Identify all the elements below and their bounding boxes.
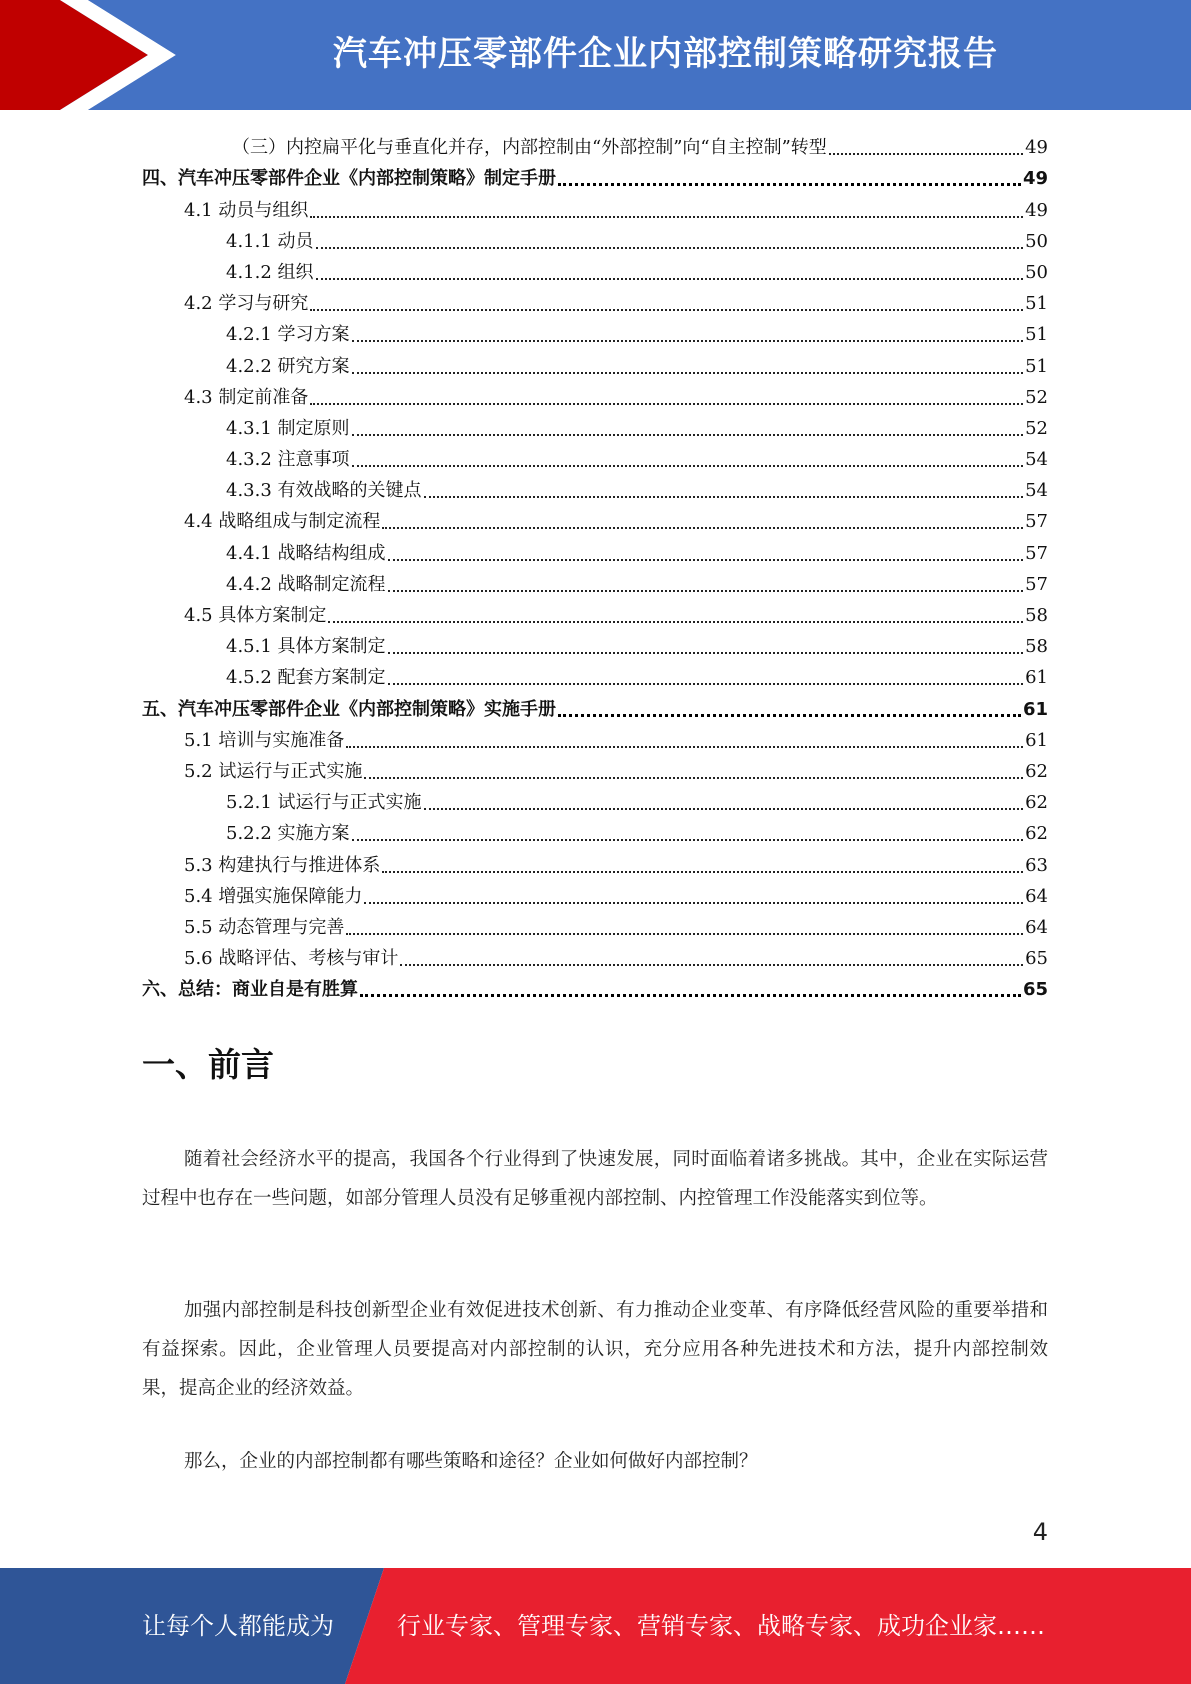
toc-dot-leader (310, 303, 1023, 311)
toc-page-number: 54 (1025, 480, 1048, 502)
footer-slogan-right: 行业专家、管理专家、营销专家、战略专家、成功企业家…… (397, 1612, 1045, 1640)
toc-dot-leader (328, 615, 1023, 623)
toc-entry-title: 5.2 试运行与正式实施 (184, 760, 363, 782)
toc-entry-title: （三）内控扁平化与垂直化并存，内部控制由“外部控制”向“自主控制”转型 (232, 137, 827, 159)
toc-dot-leader (558, 708, 1021, 717)
report-title: 汽车冲压零部件企业内部控制策略研究报告 (333, 34, 998, 74)
toc-entry-title: 4.2.1 学习方案 (226, 324, 350, 346)
toc-dot-leader (352, 366, 1024, 374)
toc-entry[interactable] (142, 284, 1048, 315)
toc-entry-title: 4.1.1 动员 (226, 230, 314, 252)
toc-entry[interactable] (142, 315, 1048, 346)
toc-entry[interactable] (142, 970, 1048, 1001)
toc-entry[interactable] (142, 346, 1048, 377)
toc-page-number: 49 (1022, 168, 1048, 190)
toc-entry-title: 4.4.1 战略结构组成 (226, 542, 386, 564)
toc-entry-title: 5.2.2 实施方案 (226, 823, 350, 845)
toc-page-number: 54 (1025, 449, 1048, 471)
toc-entry[interactable] (142, 627, 1048, 658)
toc-entry[interactable] (142, 939, 1048, 970)
toc-entry-title: 4.4.2 战略制定流程 (226, 573, 386, 595)
toc-dot-leader (310, 210, 1023, 218)
section-heading: 一、前言 (142, 1045, 274, 1084)
toc-dot-leader (388, 646, 1024, 654)
toc-page-number: 58 (1025, 636, 1048, 658)
toc-entry-title: 5.2.1 试运行与正式实施 (226, 792, 422, 814)
toc-dot-leader (364, 896, 1023, 904)
toc-entry-title: 4.3.1 制定原则 (226, 417, 350, 439)
toc-entry-title: 4.1.2 组织 (226, 261, 314, 283)
toc-entry[interactable] (142, 471, 1048, 502)
toc-page-number: 57 (1025, 542, 1048, 564)
toc-entry-title: 4.2 学习与研究 (184, 293, 309, 315)
toc-dot-leader (382, 521, 1023, 529)
toc-entry[interactable] (142, 565, 1048, 596)
toc-entry[interactable] (142, 159, 1048, 190)
toc-dot-leader (829, 147, 1023, 155)
toc-page-number: 65 (1025, 948, 1048, 970)
paragraph-1: 随着社会经济水平的提高，我国各个行业得到了快速发展，同时面临着诸多挑战。其中，企业在实际运营过程中也存在一些问题，如部分管理人员没有足够重视内部控制、内控管理工作没能落实到位等。 (142, 1149, 1048, 1209)
toc-dot-leader (352, 428, 1024, 436)
toc-page-number: 52 (1025, 386, 1048, 408)
toc-dot-leader (424, 490, 1024, 498)
toc-entry[interactable] (142, 721, 1048, 752)
toc-dot-leader (352, 334, 1024, 342)
toc-page-number: 64 (1025, 916, 1048, 938)
toc-entry[interactable] (142, 440, 1048, 471)
toc-page-number: 62 (1025, 823, 1048, 845)
toc-entry[interactable] (142, 689, 1048, 720)
toc-entry[interactable] (142, 222, 1048, 253)
toc-page-number: 64 (1025, 885, 1048, 907)
toc-page-number: 61 (1025, 667, 1048, 689)
toc-page-number: 49 (1025, 199, 1048, 221)
toc-entry-title: 4.3 制定前准备 (184, 386, 309, 408)
toc-entry-title: 六、总结：商业自是有胜算 (142, 979, 358, 1001)
toc-entry[interactable] (142, 845, 1048, 876)
toc-entry-title: 4.2.2 研究方案 (226, 355, 350, 377)
toc-dot-leader (364, 771, 1023, 779)
toc-entry-title: 5.1 培训与实施准备 (184, 729, 345, 751)
toc-entry[interactable] (142, 908, 1048, 939)
toc-entry-title: 5.3 构建执行与推进体系 (184, 854, 381, 876)
toc-entry[interactable] (142, 658, 1048, 689)
toc-page-number: 51 (1025, 324, 1048, 346)
table-of-contents (142, 128, 1048, 1001)
toc-page-number: 51 (1025, 293, 1048, 315)
toc-entry[interactable] (142, 378, 1048, 409)
toc-dot-leader (424, 802, 1024, 810)
toc-page-number: 61 (1022, 698, 1048, 720)
toc-entry[interactable] (142, 877, 1048, 908)
toc-dot-leader (346, 740, 1023, 748)
toc-page-number: 50 (1025, 230, 1048, 252)
toc-dot-leader (310, 397, 1023, 405)
toc-entry-title: 5.6 战略评估、考核与审计 (184, 948, 399, 970)
toc-dot-leader (382, 865, 1023, 873)
toc-page-number: 61 (1025, 729, 1048, 751)
toc-entry-title: 5.4 增强实施保障能力 (184, 885, 363, 907)
toc-page-number: 57 (1025, 511, 1048, 533)
toc-page-number: 49 (1025, 137, 1048, 159)
toc-entry-title: 四、汽车冲压零部件企业《内部控制策略》制定手册 (142, 168, 556, 190)
toc-entry-title: 4.5 具体方案制定 (184, 605, 327, 626)
toc-entry[interactable] (142, 814, 1048, 845)
page-header (0, 0, 1191, 110)
toc-dot-leader (400, 958, 1023, 966)
toc-entry-title: 4.3.2 注意事项 (226, 449, 350, 471)
page-number: 4 (1032, 1518, 1048, 1546)
toc-dot-leader (352, 833, 1024, 841)
toc-dot-leader (316, 272, 1024, 280)
toc-dot-leader (352, 459, 1024, 467)
toc-page-number: 62 (1025, 760, 1048, 782)
toc-entry[interactable] (142, 596, 1048, 627)
toc-entry-title: 4.1 动员与组织 (184, 199, 309, 221)
toc-dot-leader (558, 177, 1021, 186)
toc-dot-leader (388, 677, 1024, 685)
toc-page-number: 52 (1025, 417, 1048, 439)
toc-entry[interactable] (142, 502, 1048, 533)
toc-dot-leader (388, 584, 1024, 592)
toc-page-number: 63 (1025, 854, 1048, 876)
toc-entry[interactable] (142, 409, 1048, 440)
toc-page-number: 51 (1025, 355, 1048, 377)
toc-dot-leader (346, 927, 1023, 935)
toc-dot-leader (316, 241, 1024, 249)
toc-page-number: 65 (1022, 979, 1048, 1001)
toc-entry[interactable] (142, 752, 1048, 783)
toc-entry[interactable] (142, 783, 1048, 814)
footer-slogan-left: 让每个人都能成为 (142, 1612, 334, 1640)
toc-dot-leader (360, 988, 1021, 997)
toc-entry-title: 五、汽车冲压零部件企业《内部控制策略》实施手册 (142, 698, 556, 720)
paragraph-2: 加强内部控制是科技创新型企业有效促进技术创新、有力推动企业变革、有序降低经营风险的重要举措和有益探索。因此，企业管理人员要提高对内部控制的认识，充分应用各种先进技术和方法，提升内部控制效果，提高企业的经济效益。 (142, 1300, 1048, 1399)
toc-entry[interactable] (142, 533, 1048, 564)
toc-entry[interactable] (142, 128, 1048, 159)
page-footer (0, 1568, 1191, 1684)
toc-page-number: 50 (1025, 261, 1048, 283)
toc-entry-title: 4.4 战略组成与制定流程 (184, 511, 381, 533)
toc-entry-title: 4.5.1 具体方案制定 (226, 636, 386, 658)
toc-entry[interactable] (142, 190, 1048, 221)
toc-entry-title: 5.5 动态管理与完善 (184, 916, 345, 938)
toc-page-number: 58 (1025, 605, 1048, 626)
toc-entry-title: 4.3.3 有效战略的关键点 (226, 480, 422, 502)
toc-page-number: 57 (1025, 573, 1048, 595)
toc-entry[interactable] (142, 253, 1048, 284)
paragraph-3: 那么，企业的内部控制都有哪些策略和途径？企业如何做好内部控制？ (184, 1451, 758, 1472)
toc-entry-title: 4.5.2 配套方案制定 (226, 667, 386, 689)
toc-dot-leader (388, 553, 1024, 561)
toc-page-number: 62 (1025, 792, 1048, 814)
